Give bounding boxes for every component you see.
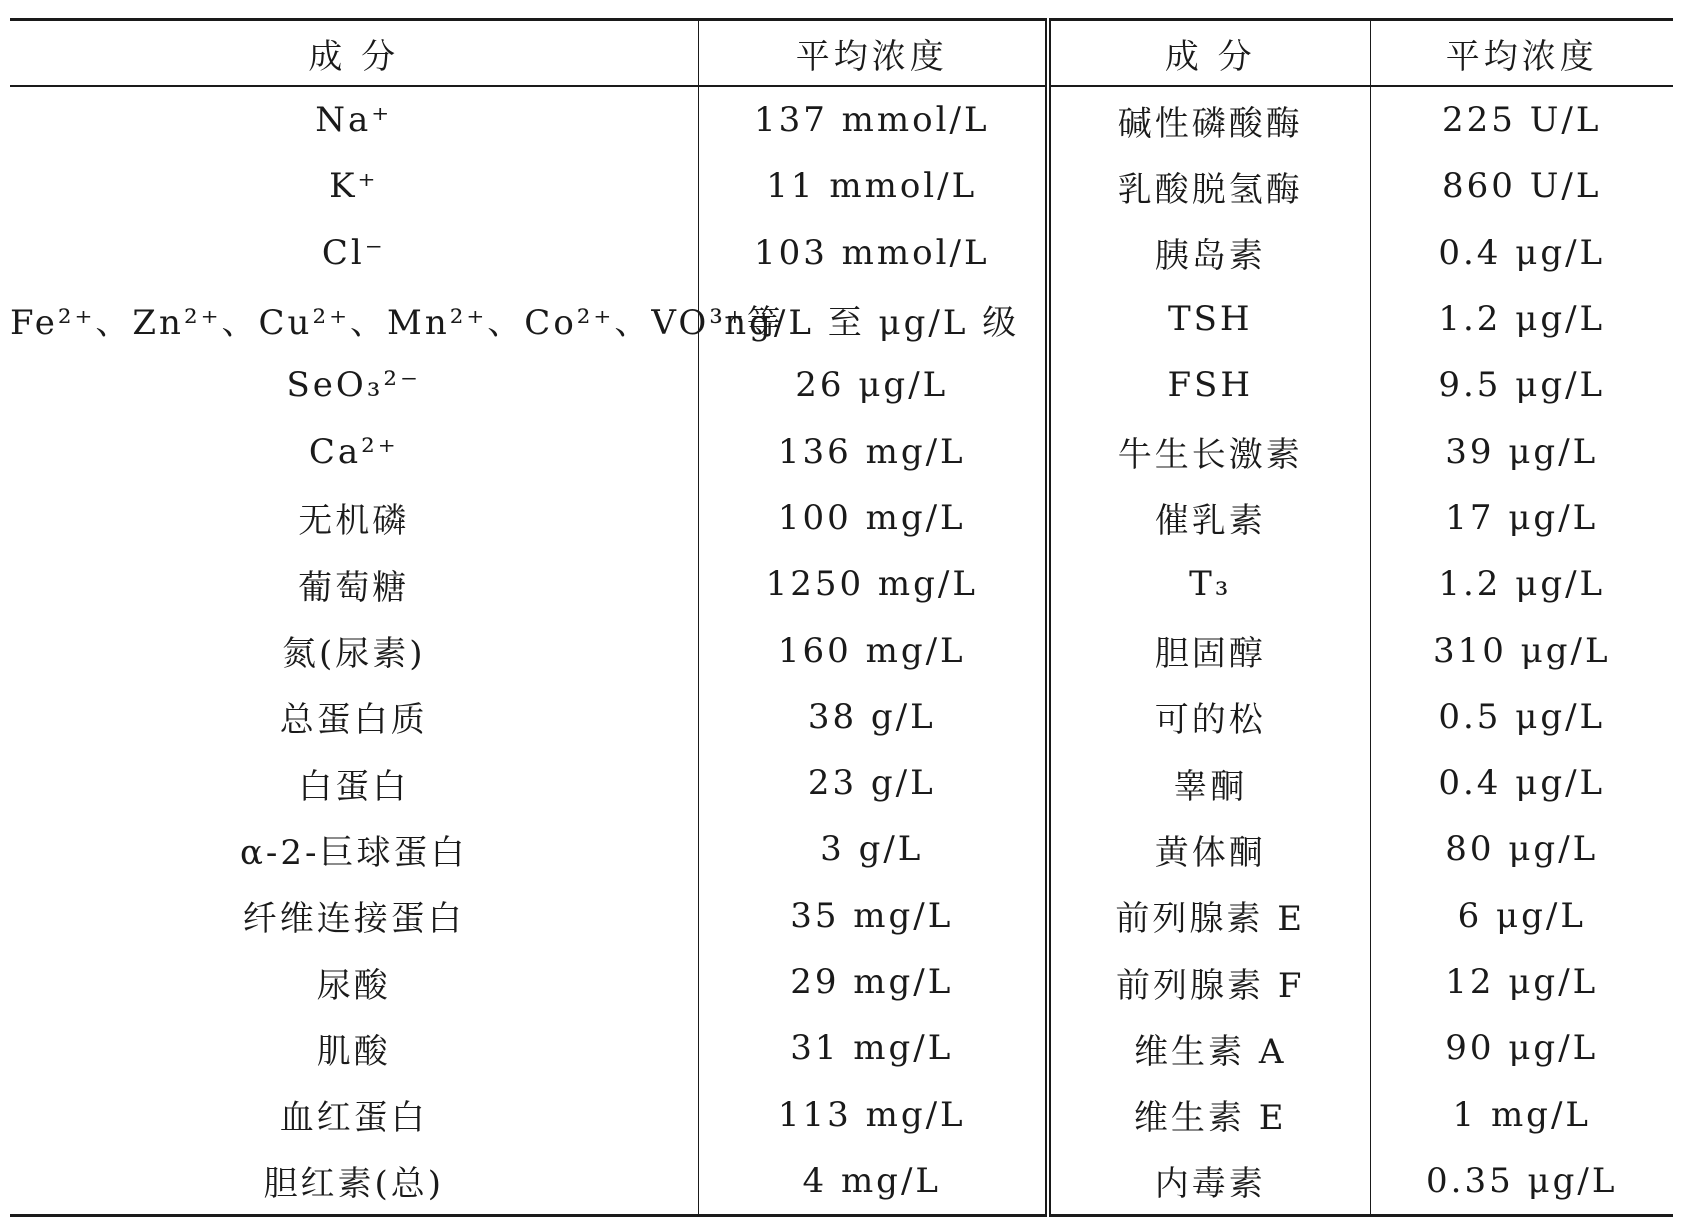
cell-concentration: 11 mmol/L [698, 153, 1048, 219]
cell-component: 总蛋白质 [10, 684, 698, 750]
cell-concentration-2: 6 μg/L [1457, 895, 1586, 936]
cell-component-2: 睾酮 [1048, 750, 1370, 816]
cell-component: SeO₃²⁻ [10, 352, 698, 418]
cell-component: 胆红素(总) [10, 1148, 698, 1216]
table-row [10, 684, 1673, 750]
cell-concentration: 160 mg/L [698, 617, 1048, 683]
header-component: 成 分 [10, 20, 698, 87]
cell-concentration-2: 0.4 μg/L [1438, 232, 1606, 273]
cell-concentration-2: 0.4 μg/L [1438, 763, 1606, 804]
cell-concentration-2: 1.2 μg/L [1438, 564, 1606, 605]
table-row [10, 352, 1673, 418]
cell-component-2: 前列腺素 E [1048, 883, 1370, 949]
header-row [10, 20, 1673, 87]
cell-component-2: 维生素 E [1048, 1081, 1370, 1147]
cell-component-2: FSH [1048, 352, 1370, 418]
concentration-table [10, 18, 1673, 1217]
table-row [10, 418, 1673, 484]
cell-component: 血红蛋白 [10, 1081, 698, 1147]
cell-concentration: 29 mg/L [698, 949, 1048, 1015]
table-row [10, 949, 1673, 1015]
cell-concentration: 31 mg/L [698, 1015, 1048, 1081]
cell-concentration-2: 12 μg/L [1445, 962, 1599, 1002]
header-concentration-2: 平均浓度 [1370, 20, 1673, 87]
cell-concentration: 23 g/L [698, 750, 1048, 816]
concentration-table-container [10, 18, 1673, 1217]
cell-component-2: 可的松 [1048, 684, 1370, 750]
table-row [10, 1081, 1673, 1147]
cell-concentration-2: 0.35 μg/L [1370, 1148, 1673, 1216]
cell-component: K⁺ [10, 153, 698, 219]
cell-concentration: 103 mmol/L [698, 220, 1048, 286]
cell-concentration-2: 80 μg/L [1445, 829, 1599, 870]
cell-concentration: 26 μg/L [698, 352, 1048, 418]
cell-component: 纤维连接蛋白 [10, 883, 698, 949]
cell-component: 无机磷 [10, 485, 698, 551]
cell-component-2: 乳酸脱氢酶 [1048, 153, 1370, 219]
cell-component-2: 胰岛素 [1048, 220, 1370, 286]
cell-component-2: 前列腺素 F [1048, 949, 1370, 1015]
cell-concentration-2: 90 μg/L [1445, 1028, 1599, 1069]
table-body [10, 86, 1673, 1216]
cell-component-2: 内毒素 [1048, 1148, 1370, 1216]
cell-concentration: 3 g/L [698, 816, 1048, 882]
cell-component: 白蛋白 [10, 750, 698, 816]
table-row [10, 1015, 1673, 1081]
table-row [10, 750, 1673, 816]
cell-component-2: 黄体酮 [1048, 816, 1370, 882]
cell-component-2: TSH [1048, 286, 1370, 352]
cell-concentration-2: 310 μg/L [1432, 630, 1611, 671]
cell-component: Na⁺ [10, 86, 698, 153]
cell-concentration-2: 39 μg/L [1445, 431, 1599, 472]
cell-component-2: 牛生长激素 [1048, 418, 1370, 484]
cell-component-2: 维生素 A [1048, 1015, 1370, 1081]
cell-component: 肌酸 [10, 1015, 698, 1081]
cell-concentration-2: 860 U/L [1442, 166, 1602, 207]
table-row [10, 816, 1673, 882]
cell-component-2: T₃ [1048, 551, 1370, 617]
cell-concentration-2: 1 mg/L [1452, 1094, 1591, 1135]
cell-concentration-2: 9.5 μg/L [1438, 365, 1606, 406]
cell-component-2: 碱性磷酸酶 [1048, 86, 1370, 153]
cell-concentration: 113 mg/L [698, 1081, 1048, 1147]
table-row [10, 86, 1673, 153]
cell-concentration: 38 g/L [698, 684, 1048, 750]
cell-component: α-2-巨球蛋白 [10, 816, 698, 882]
table-row [10, 485, 1673, 551]
table-row [10, 617, 1673, 683]
header-concentration: 平均浓度 [698, 20, 1048, 87]
cell-component: 氮(尿素) [10, 617, 698, 683]
cell-component-2: 胆固醇 [1048, 617, 1370, 683]
cell-concentration: ng/L 至 μg/L 级 [698, 286, 1048, 352]
cell-concentration-2: 0.5 μg/L [1438, 696, 1606, 737]
table-row [10, 286, 1673, 352]
table-row [10, 883, 1673, 949]
table-row [10, 153, 1673, 219]
cell-concentration-2: 1.2 μg/L [1438, 299, 1606, 340]
table-row [10, 1148, 1673, 1216]
table-row [10, 220, 1673, 286]
cell-concentration: 136 mg/L [698, 418, 1048, 484]
cell-concentration: 35 mg/L [698, 883, 1048, 949]
cell-component: Cl⁻ [10, 220, 698, 286]
table-header [10, 20, 1673, 87]
cell-concentration-2: 17 μg/L [1445, 497, 1599, 538]
cell-component: Ca²⁺ [10, 418, 698, 484]
cell-concentration: 100 mg/L [698, 485, 1048, 551]
cell-concentration: 4 mg/L [698, 1148, 1048, 1216]
header-component-2: 成 分 [1048, 20, 1370, 87]
cell-component-2: 催乳素 [1048, 485, 1370, 551]
cell-component: 葡萄糖 [10, 551, 698, 617]
cell-concentration: 137 mmol/L [698, 86, 1048, 153]
cell-component: 尿酸 [10, 949, 698, 1015]
table-row [10, 551, 1673, 617]
cell-component: Fe²⁺、Zn²⁺、Cu²⁺、Mn²⁺、Co²⁺、VO³⁺等 [10, 286, 698, 352]
cell-concentration-2: 225 U/L [1442, 100, 1602, 141]
cell-concentration: 1250 mg/L [698, 551, 1048, 617]
